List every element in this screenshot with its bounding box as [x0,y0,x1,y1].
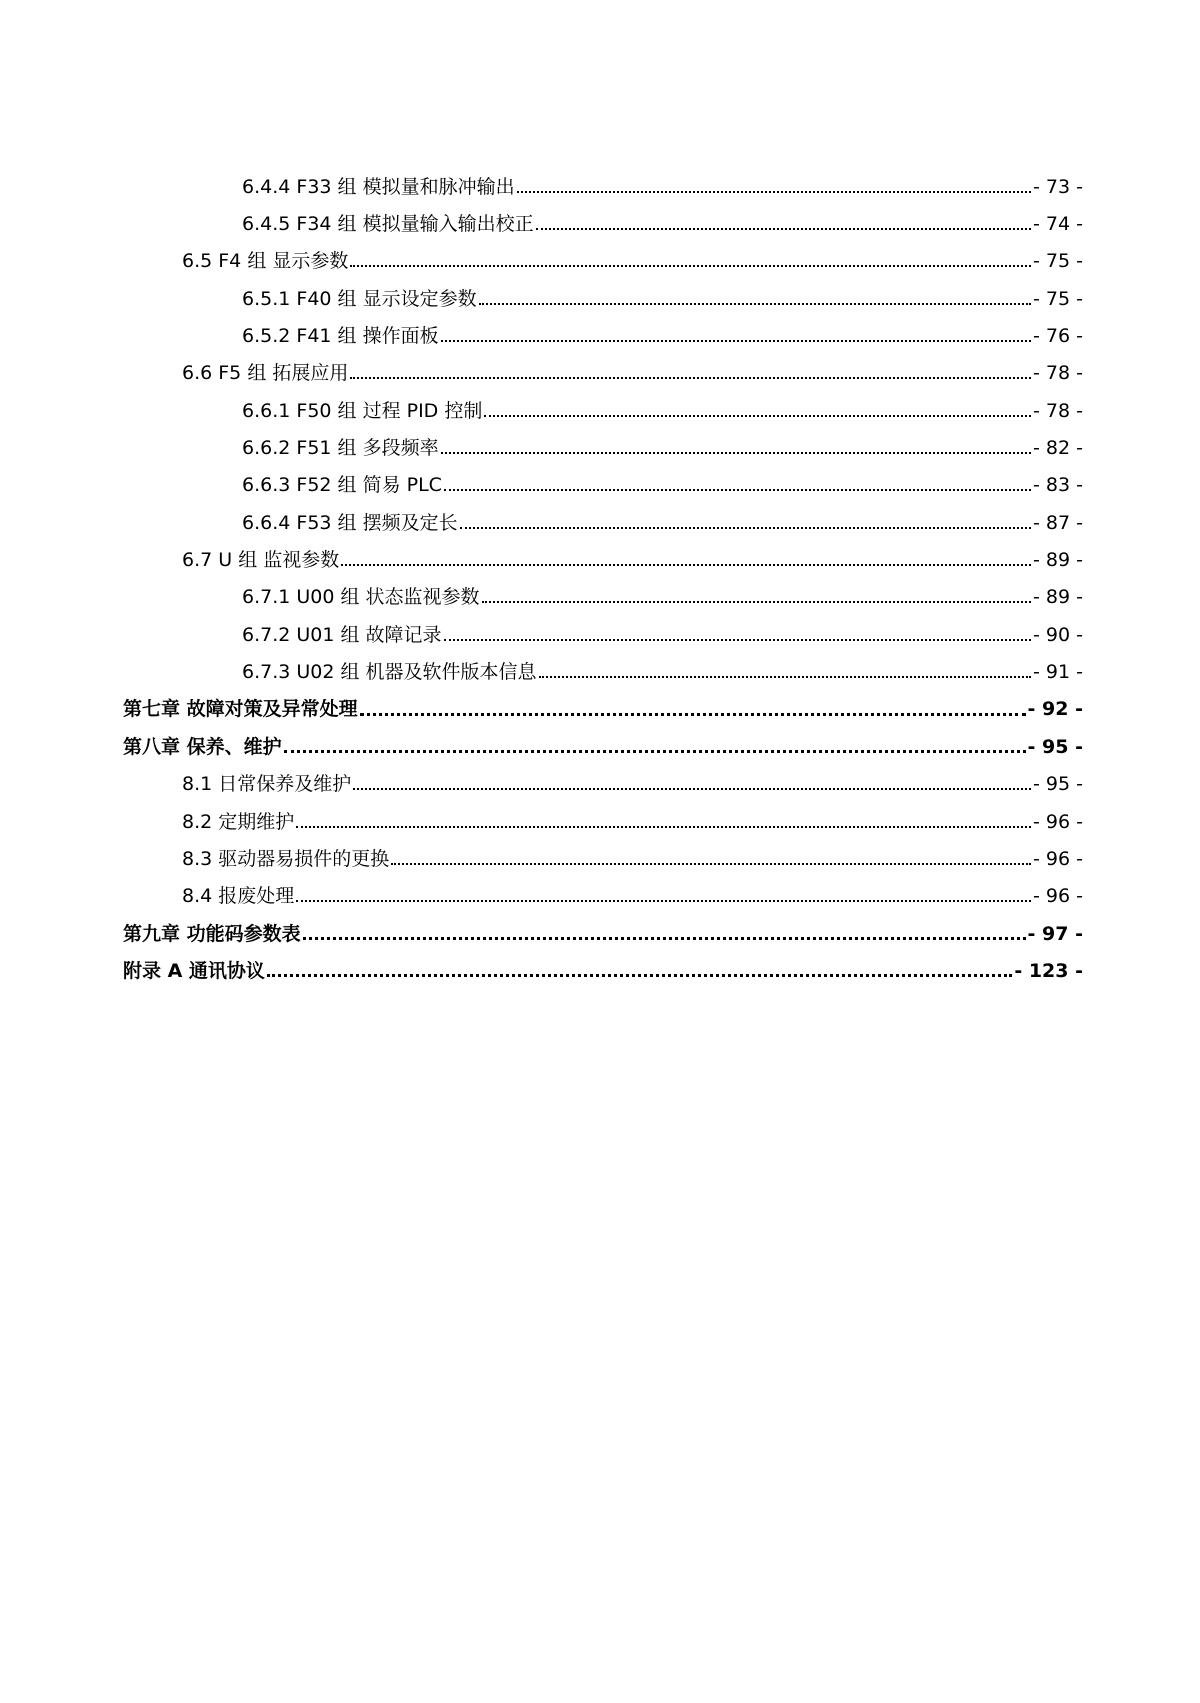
toc-leader-dots [441,340,1031,342]
toc-leader-dots [444,639,1031,641]
toc-entry-page: - 90 - [1033,623,1083,646]
toc-entry-label: 8.1 日常保养及维护 [182,773,352,796]
toc-entry-chapter[interactable] [123,915,1083,952]
toc-entry-label: 6.4.5 F34 组 模拟量输入输出校正 [242,213,534,236]
toc-entry[interactable] [242,205,1083,242]
toc-entry[interactable] [242,504,1083,541]
toc-leader-dots [536,228,1031,230]
toc-entry[interactable] [182,541,1083,578]
toc-entry-label: 8.3 驱动器易损件的更换 [182,847,390,870]
toc-entry[interactable] [242,280,1083,317]
toc-entry-label: 6.5.2 F41 组 操作面板 [242,325,439,348]
toc-entry-page: - 96 - [1033,885,1083,908]
toc-leader-dots [441,452,1031,454]
toc-entry-page: - 76 - [1033,325,1083,348]
toc-leader-dots [391,863,1031,865]
toc-leader-dots [517,191,1031,193]
toc-entry[interactable] [182,355,1083,392]
toc-entry-page: - 75 - [1033,250,1083,273]
toc-entry-label: 6.6.1 F50 组 过程 PID 控制 [242,399,483,422]
toc-entry[interactable] [242,317,1083,354]
toc-entry-label: 6.6.2 F51 组 多段频率 [242,437,439,460]
toc-entry-label: 6.5 F4 组 显示参数 [182,250,349,273]
toc-leader-dots [341,564,1031,566]
toc-entry-page: - 75 - [1033,287,1083,310]
toc-entry-page: - 96 - [1033,847,1083,870]
toc-leader-dots [479,303,1031,305]
toc-entry[interactable] [242,467,1083,504]
toc-entry-label: 6.7.3 U02 组 机器及软件版本信息 [242,661,537,684]
toc-leader-dots [460,527,1031,529]
toc-entry[interactable] [242,392,1083,429]
toc-entry-label: 6.6.3 F52 组 简易 PLC [242,474,442,497]
toc-entry-page: - 83 - [1033,474,1083,497]
toc-entry-label: 6.6 F5 组 拓展应用 [182,362,349,385]
table-of-contents [0,168,1200,990]
toc-leader-dots [350,377,1031,379]
toc-leader-dots [284,750,1026,753]
toc-entry-page: - 95 - [1027,735,1083,758]
toc-entry[interactable] [182,243,1083,280]
toc-entry[interactable] [242,429,1083,466]
toc-entry[interactable] [242,168,1083,205]
toc-leader-dots [350,265,1031,267]
toc-entry-page: - 73 - [1033,175,1083,198]
toc-entry-label: 6.6.4 F53 组 摆频及定长 [242,511,458,534]
toc-entry-page: - 78 - [1033,399,1083,422]
toc-entry-page: - 96 - [1033,810,1083,833]
toc-leader-dots [482,601,1031,603]
toc-entry[interactable] [242,653,1083,690]
toc-entry[interactable] [182,803,1083,840]
toc-entry-chapter[interactable] [123,691,1083,728]
toc-entry[interactable] [242,579,1083,616]
toc-entry-page: - 82 - [1033,437,1083,460]
toc-entry-page: - 89 - [1033,549,1083,572]
toc-entry-label: 8.4 报废处理 [182,885,295,908]
toc-entry-label: 6.5.1 F40 组 显示设定参数 [242,287,477,310]
toc-entry-page: - 78 - [1033,362,1083,385]
toc-entry-page: - 89 - [1033,586,1083,609]
toc-leader-dots [353,788,1031,790]
toc-leader-dots [296,900,1031,902]
toc-entry-label: 6.7.2 U01 组 故障记录 [242,623,442,646]
toc-entry[interactable] [242,616,1083,653]
toc-entry[interactable] [182,766,1083,803]
toc-entry-appendix[interactable] [123,952,1083,989]
toc-entry-page: - 91 - [1033,661,1083,684]
toc-leader-dots [444,489,1031,491]
toc-entry-label: 附录 A 通讯协议 [123,959,265,982]
toc-leader-dots [360,713,1026,716]
toc-leader-dots [484,415,1031,417]
toc-entry-label: 6.7.1 U00 组 状态监视参数 [242,586,480,609]
toc-entry[interactable] [182,840,1083,877]
toc-leader-dots [303,937,1026,940]
toc-entry-label: 第八章 保养、维护 [123,735,282,758]
toc-entry[interactable] [182,878,1083,915]
toc-entry-page: - 97 - [1027,922,1083,945]
toc-leader-dots [539,676,1031,678]
toc-entry-label: 第九章 功能码参数表 [123,922,301,945]
toc-entry-label: 6.7 U 组 监视参数 [182,549,340,572]
toc-leader-dots [267,974,1012,977]
toc-entry-page: - 92 - [1027,698,1083,721]
toc-entry-label: 6.4.4 F33 组 模拟量和脉冲输出 [242,175,515,198]
toc-entry-page: - 123 - [1014,959,1083,982]
toc-entry-page: - 87 - [1033,511,1083,534]
toc-leader-dots [296,826,1031,828]
toc-entry-label: 8.2 定期维护 [182,810,295,833]
toc-entry-page: - 74 - [1033,213,1083,236]
toc-entry-label: 第七章 故障对策及异常处理 [123,698,358,721]
toc-entry-page: - 95 - [1033,773,1083,796]
toc-entry-chapter[interactable] [123,728,1083,765]
